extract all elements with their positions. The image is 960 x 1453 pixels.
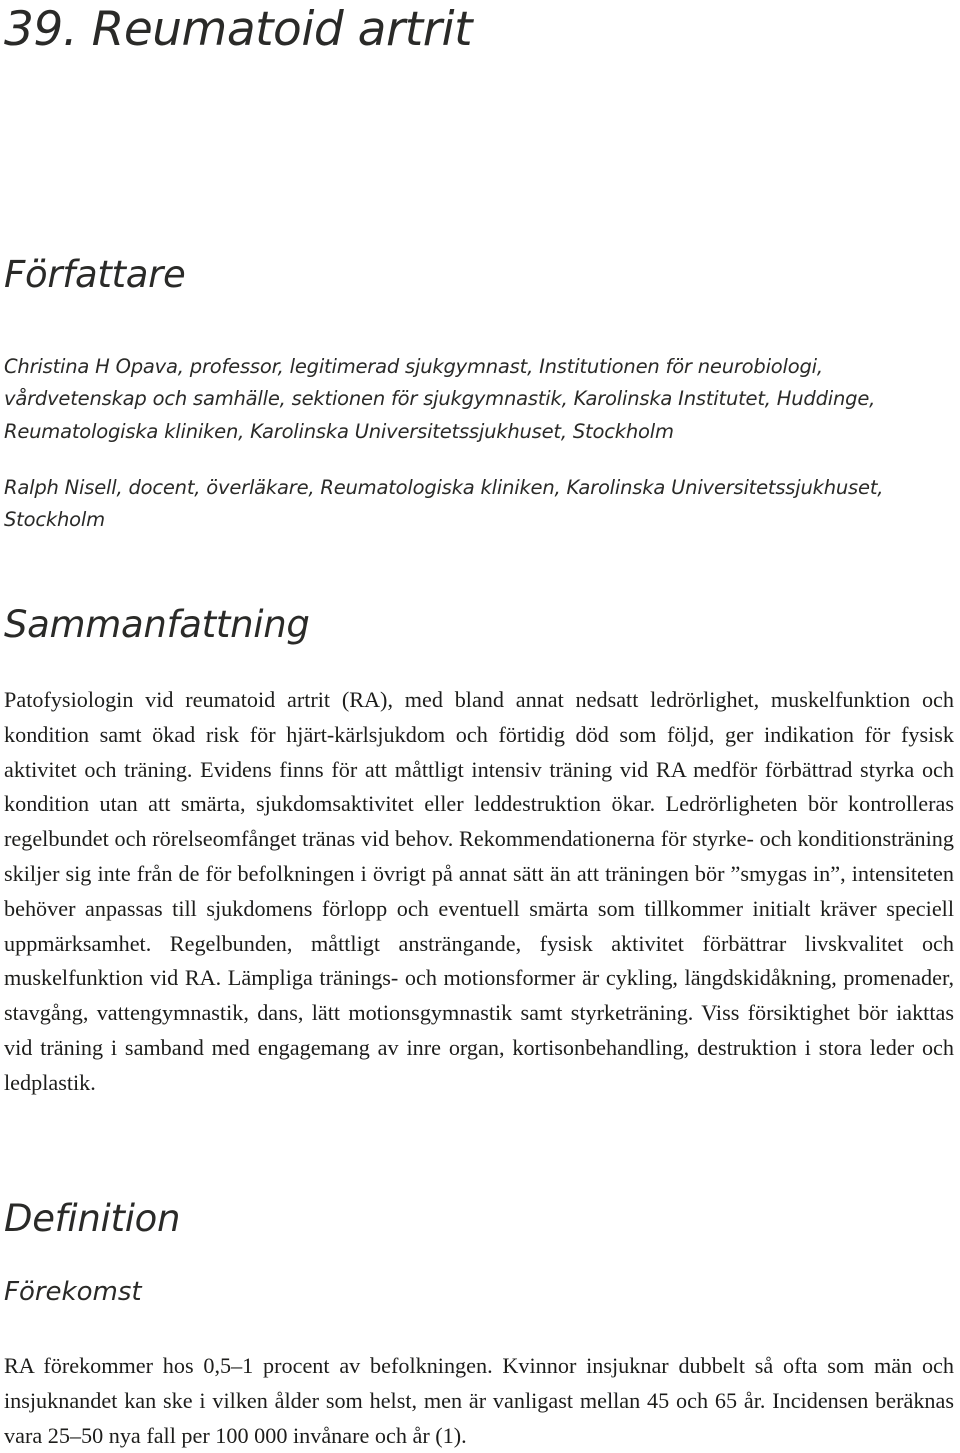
prevalence-text: RA förekommer hos 0,5–1 procent av befolkningen. Kvinnor insjuknar dubbelt så ofta som män och insjuknandet kan ske i vilken ålder som helst, men är vanligast mellan 45 och 65 år. Incidensen beräknas vara 25–50 nya fall per 100 000 invånare och år (1). (4, 1353, 954, 1448)
chapter-title: 39. Reumatoid artrit (4, 2, 473, 57)
summary-text: Patofysiologin vid reumatoid artrit (RA), med bland annat nedsatt ledrörlighet, muskelfunktion och kondition samt ökad risk för hjärt-kärlsjukdom och förtidig död som följd, ger indikation för fysisk aktivitet och träning. Evidens finns för att måttligt intensiv träning vid RA medför förbättrad styrka och kondition utan att smärta, sjukdomsaktivitet eller leddestruktion ökar. Ledrörligheten bör kontrolleras regelbundet och rörelseomfånget tränas vid behov. Rekommendationerna för styrke- och konditionsträning skiljer sig inte från de för befolkningen i övrigt på annat sätt än att träningen bör ”smygas in”, intensiteten behöver anpassas till sjukdomens förlopp och eventuell smärta som tillkommer initialt kräver speciell uppmärksamhet. Regelbunden, måttligt ansträngande, fysisk aktivitet förbättrar livskvalitet och muskelfunktion vid RA. Lämpliga tränings- och motionsformer är cykling, längdskidåkning, promenader, stavgång, vattengymnastik, dans, lätt motionsgymnastik samt styrketräning. Viss försiktighet bör iakttas vid träning i samband med engagemang av inre organ, kortisonbehandling, destruktion i stora leder och ledplastik. (4, 687, 954, 1095)
author-entry-2: Ralph Nisell, docent, överläkare, Reumatologiska kliniken, Karolinska Universitetssjukhuset, Stockholm (4, 476, 884, 532)
summary-heading: Sammanfattning (4, 603, 310, 646)
author-entry-1: Christina H Opava, professor, legitimerad sjukgymnast, Institutionen för neurobiologi, vårdvetenskap och samhälle, sektionen för sjukgymnastik, Karolinska Institutet, Huddinge, Reumatologiska kliniken, Karolinska Universitetssjukhuset, Stockholm (4, 355, 876, 443)
prevalence-heading: Förekomst (4, 1277, 142, 1307)
definition-heading: Definition (4, 1197, 181, 1240)
authors-heading: Författare (4, 253, 186, 296)
